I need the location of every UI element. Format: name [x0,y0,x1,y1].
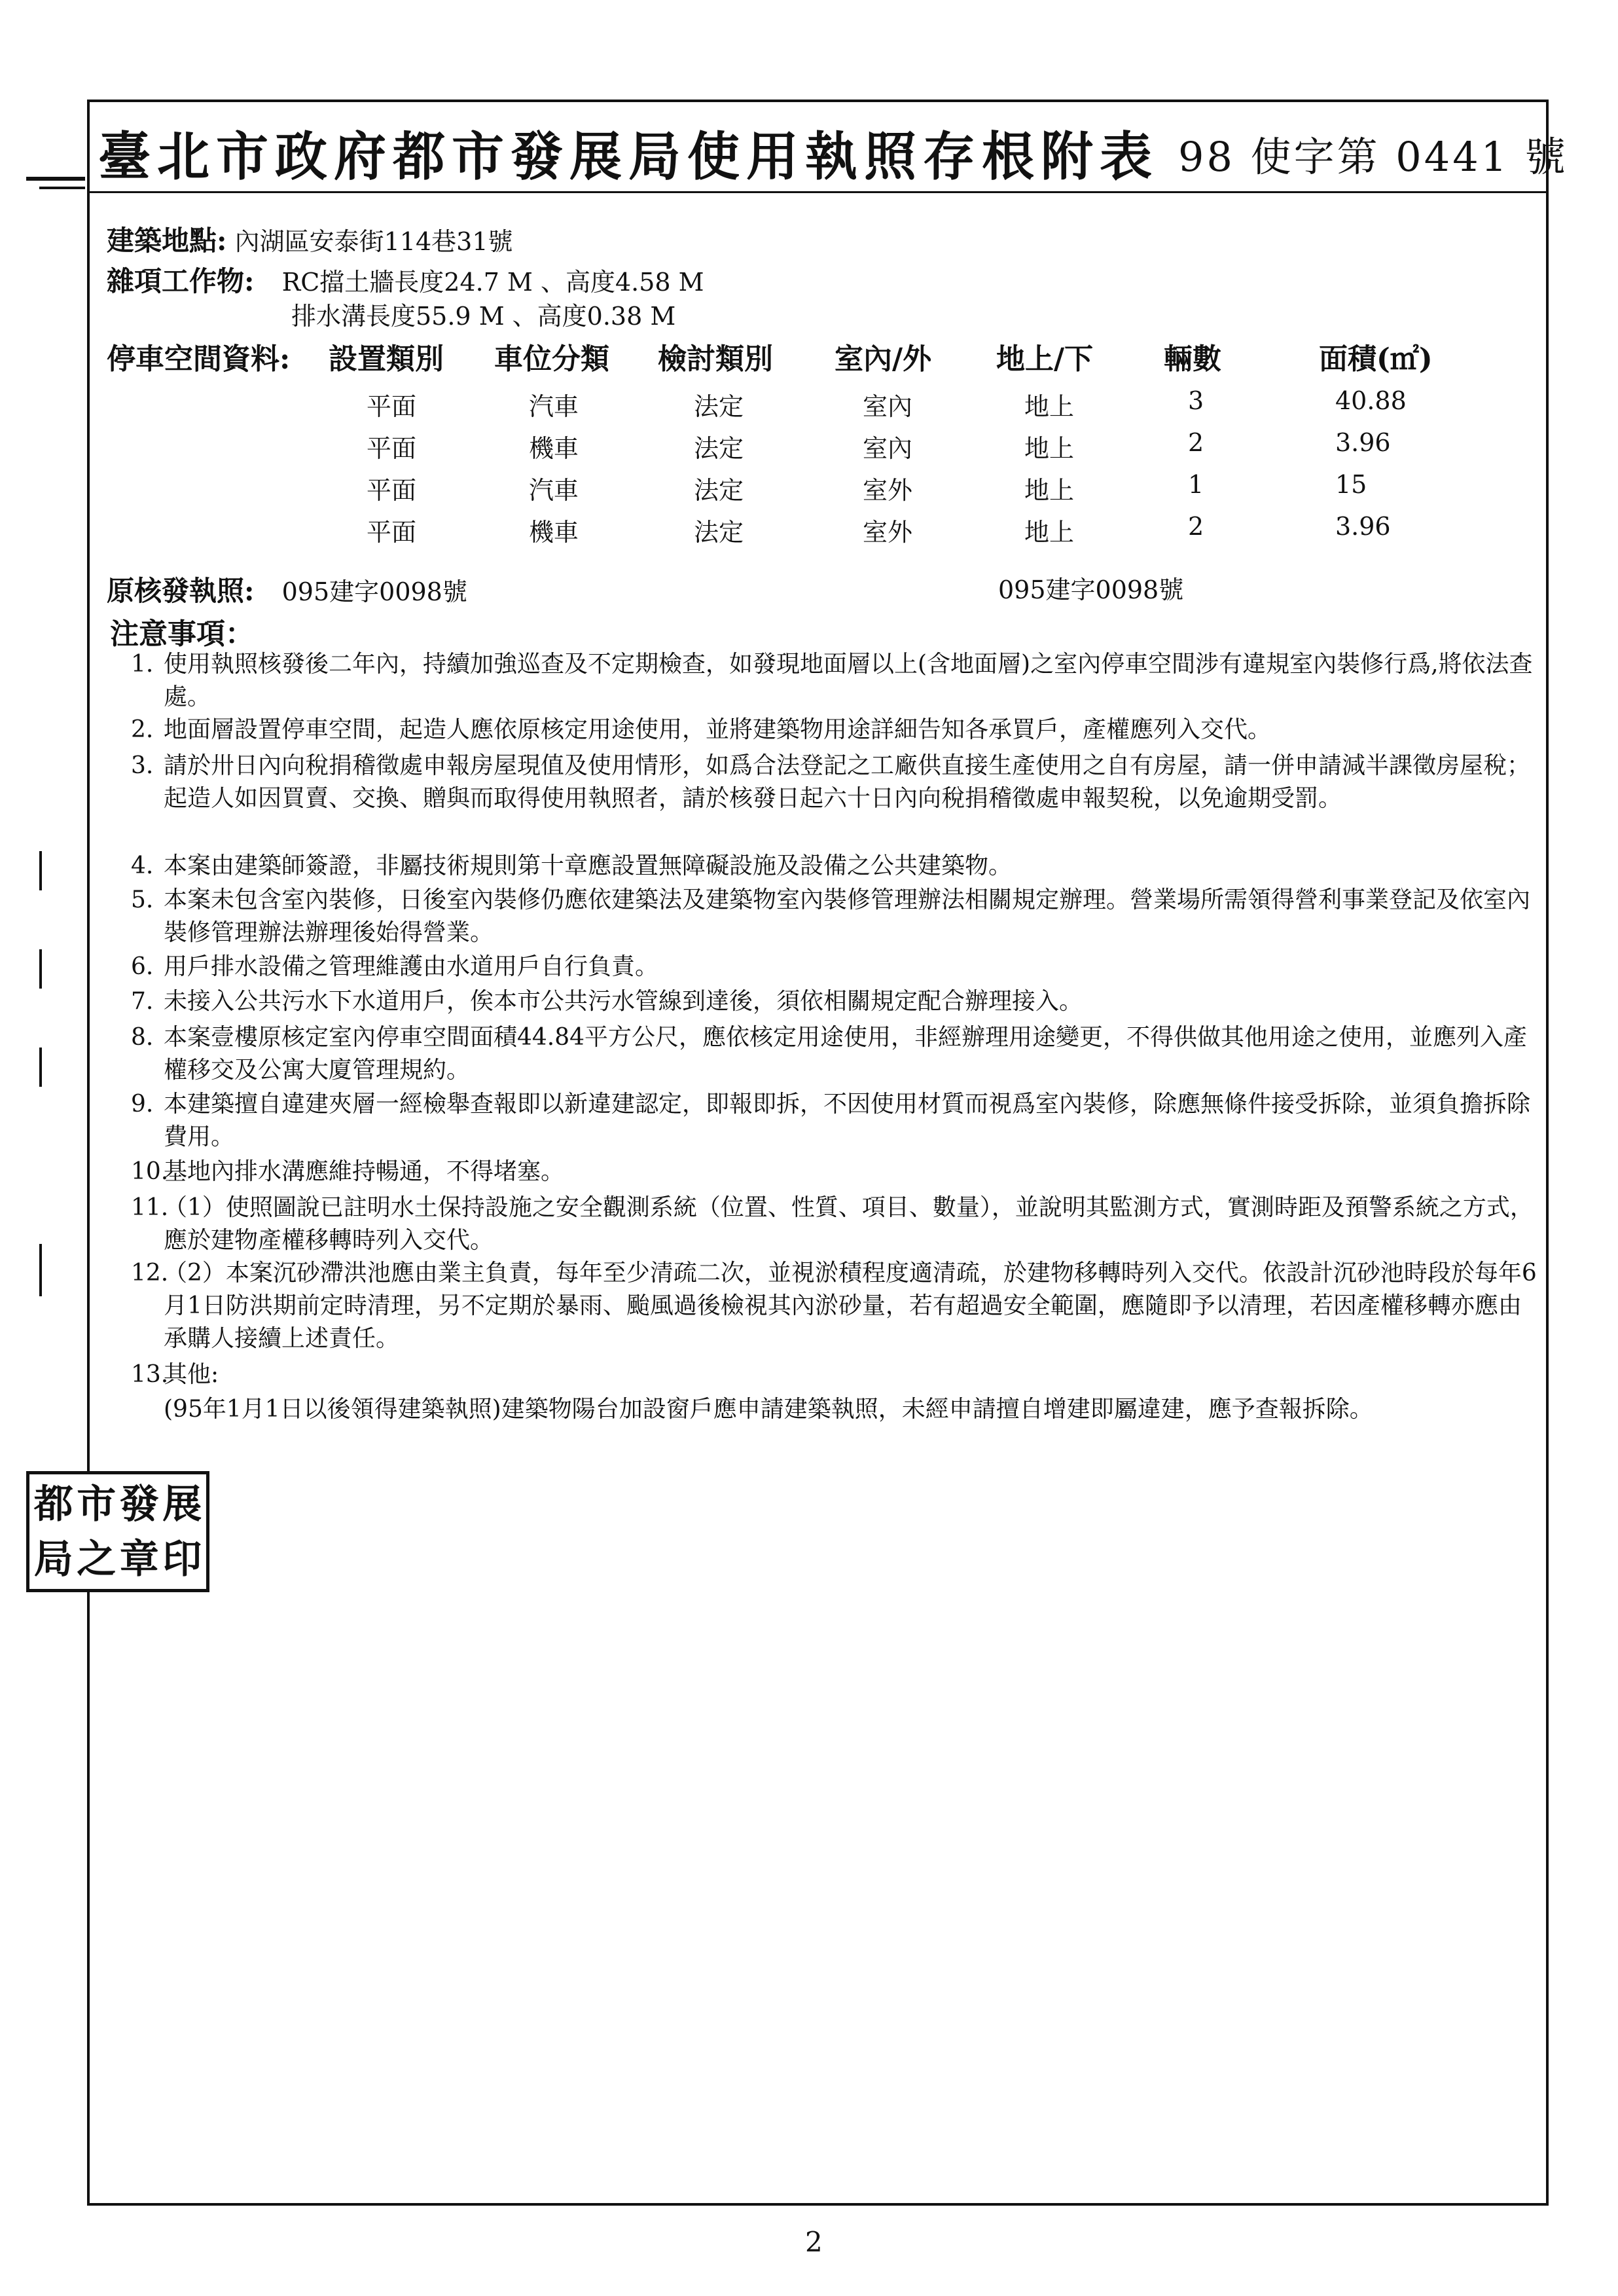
note-text: 本案壹樓原核定室內停車空間面積44.84平方公尺，應依核定用途使用，非經辦理用途變更，不得供做其他用途之使用，並應列入產權移交及公寓大廈管理規約。 [164,1024,1528,1084]
note-item [131,648,1538,714]
note-text: 地面層設置停車空間，起造人應依原核定用途使用，並將建築物用途詳細告知各承買戶，產權應列入交代。 [164,716,1272,743]
parking-cell: 汽車 [529,392,579,421]
parking-cell: 平面 [367,518,417,547]
note-item [131,1393,1538,1426]
seal-char: 展 [162,1482,202,1527]
parking-cell: 法定 [694,434,744,463]
original-permit-value: 095建字0098號 [281,577,467,606]
parking-cell: 法定 [694,476,744,505]
margin-mark [39,187,85,189]
note-text: 用戶排水設備之管理維護由水道用戶自行負責。 [164,953,659,980]
parking-cell: 地上 [1024,518,1075,547]
note-item [131,1257,1538,1355]
parking-header: 室內/外 [835,342,932,376]
original-permit-row [107,570,467,609]
note-number: 2. [131,716,154,743]
page-number: 2 [805,2226,823,2258]
parking-cell: 法定 [694,518,744,547]
note-number: 1. [131,651,154,678]
location-label: 建築地點: [107,225,227,257]
note-text: 請於卅日內向稅捐稽徵處申報房屋現值及使用情形，如爲合法登記之工廠供直接生產使用之自有房屋，請一併申請減半課徵房屋稅；起造人如因買賣、交換、贈與而取得使用執照者，請於核發日起六十日內向稅捐稽徵處申報契稅，以免逾期受罰。 [164,752,1531,812]
misc-label: 雜項工作物: [107,265,255,297]
note-item [131,884,1538,949]
parking-cell: 3.96 [1335,512,1391,541]
margin-mark [39,1244,42,1296]
parking-cell: 機車 [529,434,579,463]
seal-char: 市 [77,1482,117,1527]
parking-label: 停車空間資料: [107,342,291,376]
note-text: 本建築擅自違建夾層一經檢舉查報即以新違建認定，即報即拆，不因使用材質而視爲室內裝修，除應無條件接受拆除，並須負擔拆除費用。 [164,1091,1531,1150]
note-text: 基地內排水溝應維持暢通，不得堵塞。 [164,1158,565,1185]
parking-header: 車位分類 [494,342,609,376]
note-item [131,714,1538,746]
note-number: 5. [131,886,154,913]
parking-cell: 法定 [694,392,744,421]
parking-cell: 40.88 [1335,386,1407,415]
seal-char: 局 [33,1537,73,1582]
parking-cell: 2 [1188,428,1204,457]
parking-header: 設置類別 [329,342,444,376]
parking-cell: 2 [1188,512,1204,541]
note-item [131,1358,1538,1391]
original-permit-label: 原核發執照: [107,575,255,607]
seal-char: 之 [77,1537,117,1582]
parking-header: 地上/下 [996,342,1094,376]
parking-cell: 室外 [863,518,913,547]
note-text: （2）本案沉砂滯洪池應由業主負責，每年至少清疏二次，並視淤積程度適清疏，於建物移轉時列入交代。依設計沉砂池時段於每年6月1日防洪期前定時清理，另不定期於暴雨、颱風過後檢視其內淤砂量，若有超過安全範圍，應隨即予以清理，若因產權移轉亦應由承購人接續上述責任。 [164,1260,1537,1352]
parking-cell: 室內 [863,434,913,463]
note-item [131,1088,1538,1154]
note-text: (95年1月1日以後領得建築執照)建築物陽台加設窗戶應申請建築執照，未經申請擅自增建即屬違建，應予查報拆除。 [164,1396,1373,1423]
note-number: 4. [131,852,154,879]
parking-cell: 15 [1335,470,1367,499]
note-number: 12. [131,1260,169,1286]
parking-cell: 平面 [367,476,417,505]
location-value: 內湖區安泰街114巷31號 [234,227,513,256]
document-title: 臺北市政府都市發展局使用執照存根附表 [98,126,1159,187]
note-text: 本案由建築師簽證，非屬技術規則第十章應設置無障礙設施及設備之公共建築物。 [164,852,1013,879]
note-item [131,1156,1538,1188]
seal-char: 都 [33,1482,73,1527]
note-number: 11. [131,1194,169,1221]
original-permit-value-2: 095建字0098號 [998,575,1184,604]
parking-cell: 1 [1188,470,1204,499]
margin-mark [39,851,42,890]
parking-cell: 地上 [1024,392,1075,421]
header-divider [87,191,1549,193]
misc-line-2: 排水溝長度55.9 M 、高度0.38 M [291,302,676,331]
note-text: 其他: [164,1361,219,1388]
parking-header: 輛數 [1164,342,1221,376]
note-number: 6. [131,953,154,980]
parking-cell: 汽車 [529,476,579,505]
misc-line-1: RC擋土牆長度24.7 M 、高度4.58 M [281,268,704,297]
note-item [131,1192,1538,1257]
seal-char: 發 [119,1482,159,1527]
margin-mark [39,949,42,989]
parking-header: 面積(㎡) [1319,342,1433,376]
note-item [131,1021,1538,1087]
seal-char: 印 [162,1537,202,1582]
note-number: 7. [131,988,154,1015]
margin-mark [39,1048,42,1087]
note-item [131,850,1538,883]
misc-row [107,260,704,299]
parking-cell: 室外 [863,476,913,505]
parking-cell: 機車 [529,518,579,547]
parking-header: 檢討類別 [658,342,773,376]
note-number: 9. [131,1091,154,1118]
note-text: 未接入公共污水下水道用戶，俟本市公共污水管線到達後，須依相關規定配合辦理接入。 [164,988,1083,1015]
note-number: 3. [131,752,154,779]
note-text: （1）使照圖說已註明水土保持設施之安全觀測系統（位置、性質、項目、數量），並說明其監測方式，實測時距及預警系統之方式，應於建物產權移轉時列入交代。 [164,1194,1534,1254]
parking-cell: 平面 [367,434,417,463]
note-number: 8. [131,1024,154,1051]
note-text: 本案未包含室內裝修，日後室內裝修仍應依建築法及建築物室內裝修管理辦法相關規定辦理。營業場所需領得營利事業登記及依室內裝修管理辦法辦理後始得營業。 [164,886,1531,946]
note-item [131,985,1538,1018]
note-number: 13. [131,1361,169,1388]
parking-cell: 地上 [1024,476,1075,505]
note-number: 10. [131,1158,169,1185]
margin-mark [26,177,85,181]
permit-number: 98 使字第 0441 號 [1178,133,1568,181]
seal-char: 章 [119,1537,159,1582]
location-row [107,219,513,259]
note-item [131,750,1538,815]
parking-cell: 室內 [863,392,913,421]
parking-cell: 地上 [1024,434,1075,463]
parking-cell: 3.96 [1335,428,1391,457]
notes-heading: 注意事項： [110,617,254,651]
parking-cell: 平面 [367,392,417,421]
note-item [131,951,1538,983]
parking-cell: 3 [1188,386,1204,415]
official-seal [26,1471,209,1592]
note-text: 使用執照核發後二年內，持續加強巡查及不定期檢查，如發現地面層以上(含地面層)之室內停車空間涉有違規室內裝修行爲,將依法查處。 [164,651,1533,710]
